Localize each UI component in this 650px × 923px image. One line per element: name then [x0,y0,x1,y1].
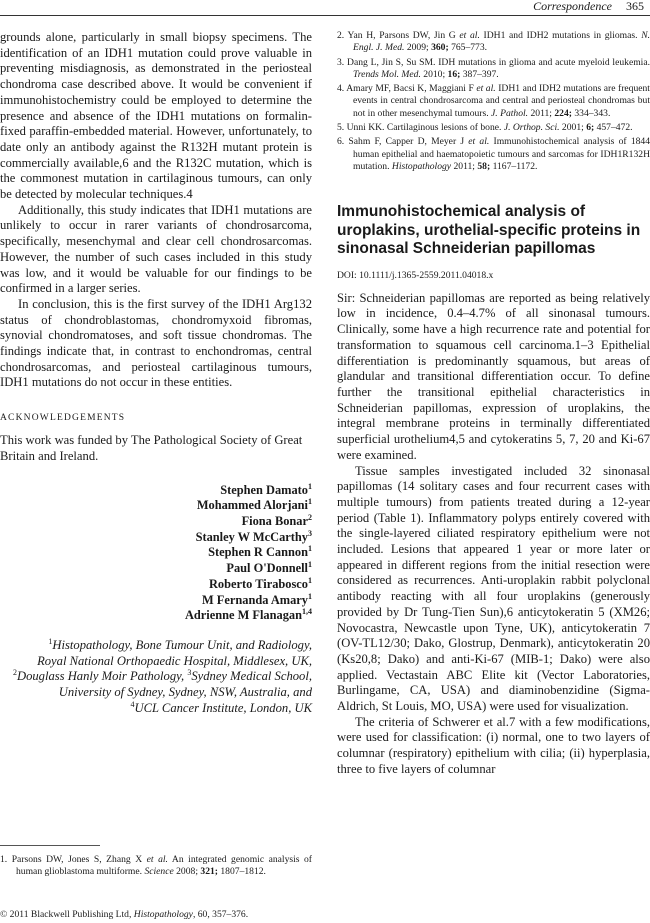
doi: DOI: 10.1111/j.1365-2559.2011.04018.x [337,269,494,281]
running-header [0,0,650,14]
body-paragraph: The criteria of Schwerer et al.7 with a few modifications, were used for classification: (i) normal, one to two layers of columnar (respiratory) epithelium with cilia; (ii) hyperplasia, three to five layers of columnar [337,714,650,776]
reference-item: 4. Amary MF, Bacsi K, Maggiani F et al. IDH1 and IDH2 mutations are frequent events in central chondrosarcoma and central and periosteal chondromas but not in other mesenchymal tumours. J. Pathol. 2011; 224; 334–343. [337,83,650,119]
author: M Fernanda Amary$^1$ [202,591,312,607]
right-column [337,30,650,778]
reference-item: 2. Yan H, Parsons DW, Jin G et al. IDH1 and IDH2 mutations in gliomas. N. Engl. J. Med. 2009; 360; 765–773. [337,30,650,54]
reference-item: 1. Parsons DW, Jones S, Zhang X et al. An integrated genomic analysis of human glioblastoma multiforme. Science 2008; 321; 1807–1812. [0,854,313,878]
journal-section: Correspondence [533,0,612,13]
reference-list [337,30,650,173]
left-column [0,30,312,716]
author: Fiona Bonar$^2$ [241,512,312,528]
copyright-footer: © 2011 Blackwell Publishing Ltd, Histopathology, 60, 357–376. [0,909,249,920]
reference-item: 5. Unni KK. Cartilaginous lesions of bone. J. Orthop. Sci. 2001; 6; 457–472. [337,122,633,134]
affiliations: $^1$Histopathology, Bone Tumour Unit, and Radiology, Royal National Orthopaedic Hospital, Middlesex, UK, $^2$Douglass Hanly Moir Pathology, $^3$Sydney Medical School, University of Sydney, Sydney, NSW, Australia, and $^4$UCL Cancer Institute, London, UK [12,636,312,715]
author: Stanley W McCarthy$^3$ [195,528,312,544]
body-paragraph: Additionally, this study indicates that IDH1 mutations are unlikely to occur in rarer variants of chondrosarcoma, specifically, mesenchymal and clear cell chondrosarcomas. However, the number of such cases included in this study was low, and it would be valuable for our findings to be confirmed in a larger series. [0,202,312,296]
author: Paul O'Donnell$^1$ [226,559,312,576]
author: Roberto Tirabosco$^1$ [208,575,312,591]
body-paragraph: grounds alone, particularly in small biopsy specimens. The identification of an IDH1 mutation could prove valuable in preventing misdiagnosis, as demonstrated in the periosteal chondroma case described above. It would be convenient if immunohistochemistry could be employed to determine the presence and absence of the IDH1 mutations on formalin-fixed paraffin-embedded material. However, unfortunately, to date only an antibody against the R132H mutant protein is commercially available,6 and the R132C mutation, which is the commonest mutation in cartilaginous tumours, can only be detected by molecular techniques.4 [0,30,312,202]
reference-item: 3. Dang L, Jin S, Su SM. IDH mutations in glioma and acute myeloid leukemia. Trends Mol. Med. 2010; 16; 387–397. [337,56,650,80]
body-paragraph: In conclusion, this is the first survey of the IDH1 Arg132 status of chondroblastomas, chondromyxoid fibromas, synovial chondromatoses, and soft tissue chondromas. The findings indicate that, in contrast to enchondromas, central chondrosarcomas, and periosteal cartilaginous tumours, IDH1 mutations do not occur in these entities. [0,296,312,390]
acknowledgements-heading: ACKNOWLEDGEMENTS [0,413,126,424]
author: Mohammed Alorjani$^1$ [196,497,312,513]
author: Stephen R Cannon$^1$ [208,544,312,560]
body-paragraph: Tissue samples investigated included 32 sinonasal papillomas (14 solitary cases and four recurrent cases with multiple tumours) from patients treated during a 12-year period (Table 1). Inflammatory polyps entirely covered with the single-layered ciliated respiratory epithelium were not included. Lesions that appeared 1 year or more later or appeared in different regions from the initial resection were considered as recurrences. Anti-uroplakin rabbit polyclonal antibody reacting with all four uroplakins (generously provided by Dr Tung-Tien Sun),6 anticytokeratin 5 (XM26; Novocastra, Newcastle upon Tyne, UK), anticytokeratin 7 (OV-TL12/30; Dako, Glostrup, Denmark), anticytokeratin 20 (Ks20,8; Dako) and anti-Ki-67 (MIB-1; Dako) were also applied. Vectastain ABC Elite kit (Vector Laboratories, Burlingame, CA, USA) and diaminobenzidine (Sigma-Aldrich, St Louis, MO, USA) were used for visualization. [337,463,650,714]
body-paragraph: Sir: Schneiderian papillomas are reported as being relatively low in incidence, 0.4–4.7% of all sinonasal tumours. Clinically, some have a high recurrence rate and potential for transformation to squamous cell carcinoma.1–3 Epithelial differentiation is predominantly squamous, but areas of glandular and transitional differentiation occur. To define further the transitional epithelial characteristics in Schneiderian papillomas, expression of uroplakins, the integral membrane proteins in terminally differentiated superficial urothelium4,5 and cytokeratins 5, 7, 20 and Ki-67 were examined. [337,290,650,462]
author-list [0,483,312,624]
footnote-rule [0,845,100,846]
article-title: Immunohistochemical analysis of uroplakins, urothelial-specific proteins in sinonasal Schneiderian papillomas [337,203,641,258]
author: Adrienne M Flanagan$^{1,4}$ [184,607,312,623]
reference-list [0,854,312,879]
page-number: 365 [626,0,644,13]
author: Stephen Damato$^1$ [220,481,312,497]
reference-item: 6. Sahm F, Capper D, Meyer J et al. Immunohistochemical analysis of 1844 human epithelial and haematopoietic tumours and sarcomas for IDH1R132H mutation. Histopathology 2011; 58; 1167–1172. [337,136,650,172]
header-rule [0,15,650,16]
acknowledgements-text: This work was funded by The Pathological Society of Great Britain and Ireland. [0,433,303,463]
